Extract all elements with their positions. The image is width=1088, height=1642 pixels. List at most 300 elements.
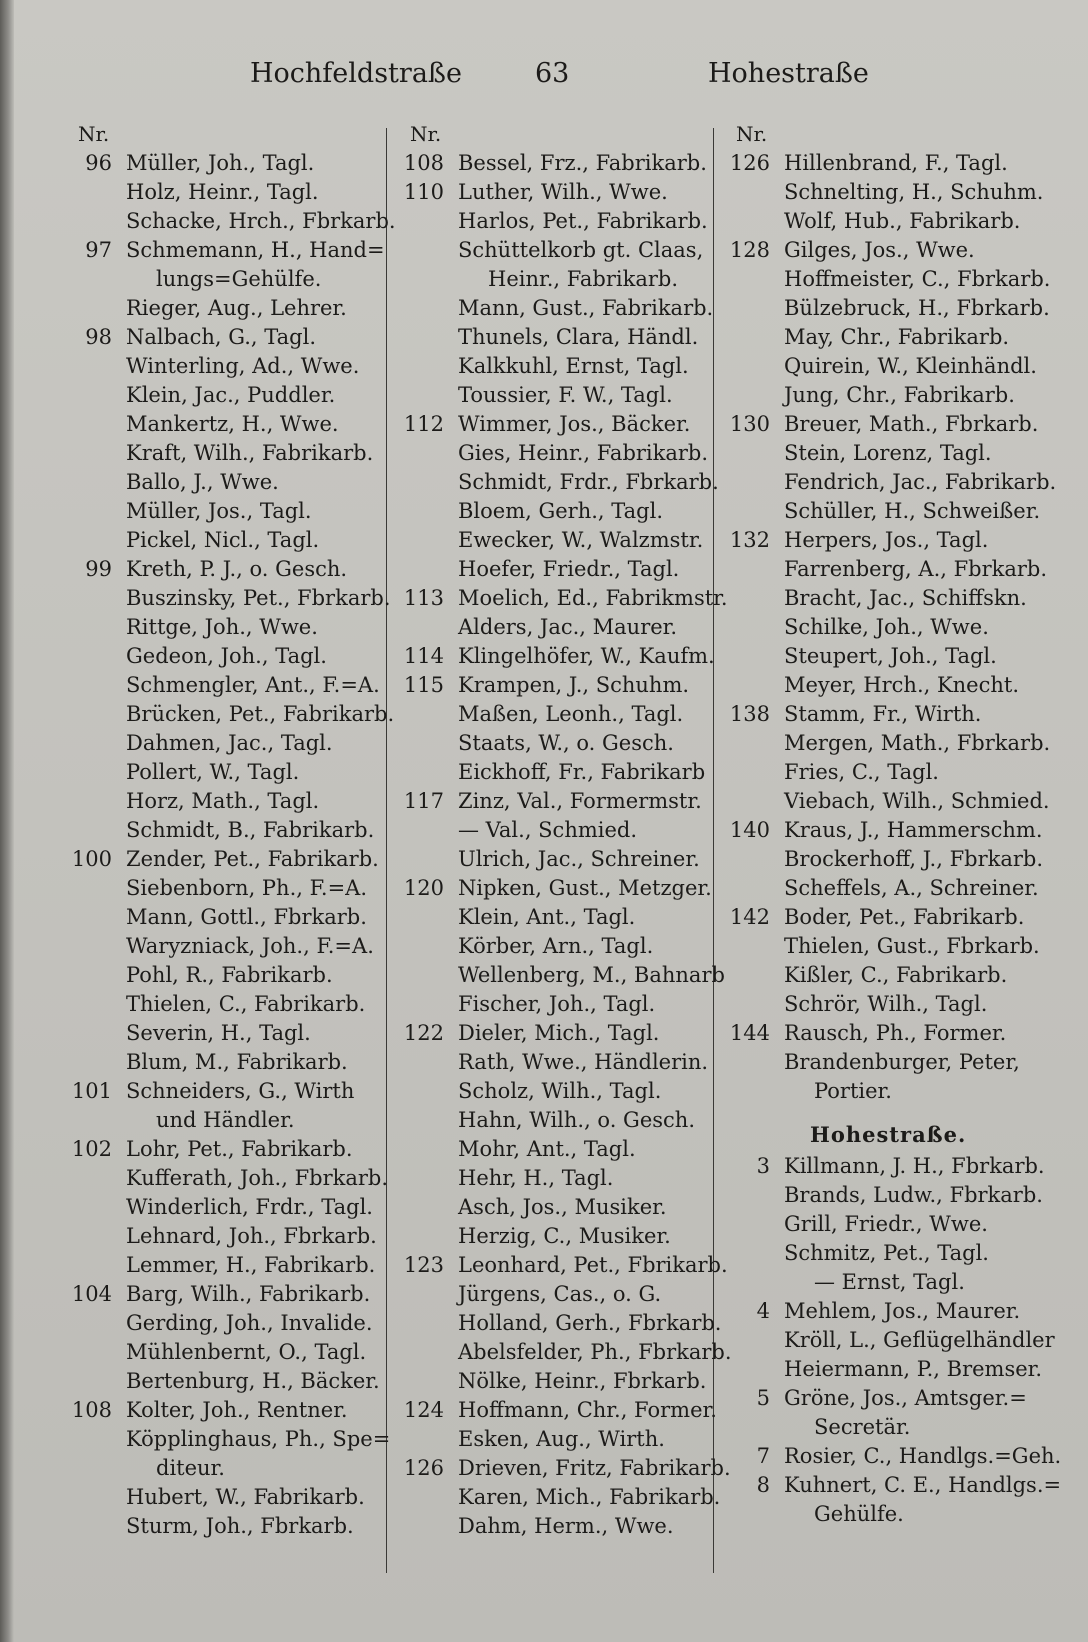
resident-entry: Mergen, Math., Fbrkarb. (784, 731, 1051, 755)
directory-entry (60, 207, 396, 236)
directory-entry (60, 294, 385, 323)
resident-entry: Müller, Joh., Tagl. (126, 151, 315, 175)
resident-entry: Thielen, Gust., Fbrkarb. (784, 934, 1040, 958)
header-left-street: Hochfeldstraße (250, 58, 462, 89)
house-number: 108 (403, 151, 444, 175)
directory-entry (392, 1425, 712, 1454)
directory-entry (392, 555, 712, 584)
directory-entry (392, 1483, 721, 1512)
house-number: 108 (71, 1398, 112, 1422)
resident-entry: Schmitz, Pet., Tagl. (784, 1241, 989, 1265)
resident-entry: Mankertz, H., Wwe. (126, 412, 339, 436)
house-number: 7 (756, 1444, 770, 1468)
resident-entry: Gerding, Joh., Invalide. (126, 1311, 373, 1335)
directory-entry (718, 410, 1038, 439)
resident-entry: Dahm, Herm., Wwe. (458, 1514, 674, 1538)
directory-entry (392, 294, 712, 323)
house-number: 4 (756, 1299, 770, 1323)
resident-entry: Rosier, C., Handlgs.=Geh. (784, 1444, 1062, 1468)
directory-entry (60, 932, 385, 961)
resident-entry: Siebenborn, Ph., F.=A. (126, 876, 368, 900)
directory-entry (718, 497, 1041, 526)
resident-entry: Waryzniack, Joh., F.=A. (126, 934, 374, 958)
house-number: 138 (729, 702, 770, 726)
resident-entry: Mohr, Ant., Tagl. (458, 1137, 636, 1161)
resident-entry: Fries, C., Tagl. (784, 760, 939, 784)
directory-entry (392, 1396, 717, 1425)
resident-entry: Staats, W., o. Gesch. (458, 731, 674, 755)
page-header (0, 58, 1088, 98)
directory-entry (392, 1251, 728, 1280)
directory-entry (718, 758, 1038, 787)
directory-entry (392, 265, 712, 294)
resident-entry: Farrenberg, A., Fbrkarb. (784, 557, 1048, 581)
directory-entry (392, 787, 712, 816)
resident-entry: Scheffels, A., Schreiner. (784, 876, 1039, 900)
column-2 (392, 120, 732, 1541)
directory-entry (60, 1512, 385, 1541)
resident-entry: Herzig, C., Musiker. (458, 1224, 671, 1248)
page-number: 63 (535, 58, 570, 89)
entry-continuation: Secretär. (814, 1415, 911, 1439)
directory-entry (392, 613, 712, 642)
resident-entry: Bloem, Gerh., Tagl. (458, 499, 664, 523)
resident-entry: Zinz, Val., Formermstr. (458, 789, 702, 813)
resident-entry: Hillenbrand, F., Tagl. (784, 151, 1008, 175)
resident-entry: Grill, Friedr., Wwe. (784, 1212, 988, 1236)
directory-entry (392, 1512, 712, 1541)
house-number: 122 (403, 1021, 444, 1045)
resident-entry: Kraus, J., Hammerschm. (784, 818, 1043, 842)
directory-entry (60, 1280, 385, 1309)
directory-entry (392, 1077, 712, 1106)
directory-entry (60, 555, 385, 584)
resident-entry: Kuhnert, C. E., Handlgs.= (784, 1473, 1062, 1497)
directory-entry (718, 526, 1038, 555)
directory-entry (60, 990, 385, 1019)
directory-entry (392, 1019, 712, 1048)
directory-entry (392, 1164, 712, 1193)
resident-entry: Leonhard, Pet., Fbrikarb. (458, 1253, 728, 1277)
directory-entry (718, 1442, 1062, 1471)
resident-entry: Harlos, Pet., Fabrikarb. (458, 209, 708, 233)
directory-entry (60, 1077, 385, 1106)
resident-entry: Bertenburg, H., Bäcker. (126, 1369, 380, 1393)
entry-continuation: Gehülfe. (814, 1502, 904, 1526)
directory-entry (718, 1268, 1038, 1297)
directory-entry (718, 990, 1038, 1019)
resident-entry: Thielen, C., Fabrikarb. (126, 992, 366, 1016)
resident-entry: Breuer, Math., Fbrkarb. (784, 412, 1039, 436)
entry-continuation: lungs=Gehülfe. (156, 267, 322, 291)
directory-entry (60, 410, 385, 439)
house-number: 117 (403, 789, 444, 813)
resident-entry: Dieler, Mich., Tagl. (458, 1021, 660, 1045)
directory-entry (392, 149, 712, 178)
directory-entry (392, 352, 712, 381)
resident-entry: Hoefer, Friedr., Tagl. (458, 557, 680, 581)
resident-entry: Herpers, Jos., Tagl. (784, 528, 989, 552)
directory-entry (60, 671, 385, 700)
directory-entry (718, 468, 1057, 497)
resident-entry: Körber, Arn., Tagl. (458, 934, 654, 958)
directory-entry (60, 1135, 385, 1164)
house-number: 126 (403, 1456, 444, 1480)
resident-entry: Bülzebruck, H., Fbrkarb. (784, 296, 1050, 320)
directory-entry (60, 1309, 385, 1338)
directory-entry (60, 903, 385, 932)
entry-continuation: — Ernst, Tagl. (814, 1270, 965, 1294)
resident-entry: Moelich, Ed., Fabrikmstr. (458, 586, 728, 610)
directory-entry (60, 961, 385, 990)
resident-entry: Schmemann, H., Hand= (126, 238, 385, 262)
resident-entry: Schmengler, Ant., F.=A. (126, 673, 380, 697)
directory-entry (60, 874, 385, 903)
directory-entry (718, 1355, 1043, 1384)
directory-entry (718, 816, 1043, 845)
house-number: 128 (729, 238, 770, 262)
directory-entry (718, 1500, 1038, 1529)
resident-entry: Nalbach, G., Tagl. (126, 325, 316, 349)
house-number: 110 (403, 180, 444, 204)
resident-entry: Meyer, Hrch., Knecht. (784, 673, 1020, 697)
directory-entry (718, 381, 1038, 410)
entry-continuation: diteur. (156, 1456, 225, 1480)
directory-entry (60, 1454, 385, 1483)
directory-entry (392, 990, 712, 1019)
resident-entry: Wolf, Hub., Fabrikarb. (784, 209, 1021, 233)
section-heading-hohestrasse: Hohestraße. (810, 1122, 967, 1147)
directory-entry (392, 758, 712, 787)
directory-entry (60, 526, 385, 555)
resident-entry: Severin, H., Tagl. (126, 1021, 311, 1045)
resident-entry: Gilges, Jos., Wwe. (784, 238, 975, 262)
resident-entry: Mann, Gust., Fabrikarb. (458, 296, 714, 320)
header-right-street: Hohestraße (708, 58, 869, 89)
directory-entry (60, 787, 385, 816)
directory-entry (60, 323, 385, 352)
resident-entry: Killmann, J. H., Fbrkarb. (784, 1154, 1045, 1178)
directory-entry (392, 1309, 722, 1338)
resident-entry: Hehr, H., Tagl. (458, 1166, 614, 1190)
directory-entry (718, 1048, 1038, 1077)
resident-entry: Klein, Jac., Puddler. (126, 383, 336, 407)
resident-entry: Pickel, Nicl., Tagl. (126, 528, 320, 552)
resident-entry: Dahmen, Jac., Tagl. (126, 731, 333, 755)
directory-entry (60, 236, 385, 265)
resident-entry: Pohl, R., Fabrikarb. (126, 963, 333, 987)
directory-entry (60, 1396, 385, 1425)
book-spine-edge (0, 0, 14, 1642)
resident-entry: Heiermann, P., Bremser. (784, 1357, 1043, 1381)
house-number: 115 (403, 673, 444, 697)
directory-entry (60, 1483, 385, 1512)
resident-entry: Schacke, Hrch., Fbrkarb. (126, 209, 396, 233)
directory-entry (718, 1019, 1038, 1048)
resident-entry: Hubert, W., Fabrikarb. (126, 1485, 365, 1509)
house-number: 102 (71, 1137, 112, 1161)
resident-entry: Hoffmeister, C., Fbrkarb. (784, 267, 1051, 291)
directory-entry (60, 729, 385, 758)
resident-entry: Mehlem, Jos., Maurer. (784, 1299, 1021, 1323)
directory-entry (718, 671, 1038, 700)
directory-entry (718, 584, 1038, 613)
resident-entry: Krampen, J., Schuhm. (458, 673, 690, 697)
directory-entry (392, 671, 712, 700)
resident-entry: Stamm, Fr., Wirth. (784, 702, 982, 726)
resident-entry: Lehnard, Joh., Fbrkarb. (126, 1224, 377, 1248)
directory-entry (718, 1210, 1038, 1239)
resident-entry: Wellenberg, M., Bahnarb (458, 963, 725, 987)
nr-column-label: Nr. (410, 122, 442, 146)
directory-entry (392, 1367, 712, 1396)
resident-entry: Rieger, Aug., Lehrer. (126, 296, 347, 320)
resident-entry: Rath, Wwe., Händlerin. (458, 1050, 709, 1074)
directory-entry (60, 642, 385, 671)
directory-entry (718, 1413, 1038, 1442)
directory-entry (60, 613, 385, 642)
house-number: 123 (403, 1253, 444, 1277)
entry-list (718, 1152, 1062, 1529)
directory-entry (60, 265, 385, 294)
house-number: 114 (403, 644, 444, 668)
resident-entry: Holz, Heinr., Tagl. (126, 180, 319, 204)
resident-entry: Pollert, W., Tagl. (126, 760, 300, 784)
house-number: 8 (756, 1473, 770, 1497)
directory-entry (60, 149, 385, 178)
resident-entry: Gröne, Jos., Amtsger.= (784, 1386, 1027, 1410)
directory-entry (718, 700, 1038, 729)
resident-entry: Esken, Aug., Wirth. (458, 1427, 665, 1451)
resident-entry: Kißler, C., Fabrikarb. (784, 963, 1008, 987)
directory-entry (60, 497, 385, 526)
directory-entry (60, 816, 385, 845)
resident-entry: Klingelhöfer, W., Kaufm. (458, 644, 715, 668)
directory-entry (718, 1239, 1038, 1268)
directory-entry (60, 1367, 385, 1396)
resident-entry: Drieven, Fritz, Fabrikarb. (458, 1456, 731, 1480)
directory-entry (392, 1106, 712, 1135)
resident-entry: Müller, Jos., Tagl. (126, 499, 312, 523)
directory-entry (718, 178, 1044, 207)
directory-entry (60, 1425, 391, 1454)
directory-entry (718, 1384, 1038, 1413)
resident-entry: Blum, M., Fabrikarb. (126, 1050, 348, 1074)
directory-entry (718, 729, 1051, 758)
directory-entry (392, 1135, 712, 1164)
resident-entry: Holland, Gerh., Fbrkarb. (458, 1311, 722, 1335)
directory-entry (392, 961, 725, 990)
entry-list (392, 149, 732, 1541)
directory-entry (718, 439, 1038, 468)
resident-entry: Thunels, Clara, Händl. (458, 325, 699, 349)
directory-entry (392, 932, 712, 961)
resident-entry: Rittge, Joh., Wwe. (126, 615, 318, 639)
resident-entry: Lemmer, H., Fabrikarb. (126, 1253, 376, 1277)
directory-entry (392, 1280, 712, 1309)
resident-entry: Mann, Gottl., Fbrkarb. (126, 905, 367, 929)
resident-entry: Schüttelkorb gt. Claas, (458, 238, 704, 262)
house-number: 3 (756, 1154, 770, 1178)
resident-entry: Wimmer, Jos., Bäcker. (458, 412, 691, 436)
resident-entry: Ulrich, Jac., Schreiner. (458, 847, 700, 871)
resident-entry: Brockerhoff, J., Fbrkarb. (784, 847, 1044, 871)
directory-entry (60, 1048, 385, 1077)
resident-entry: Schnelting, H., Schuhm. (784, 180, 1044, 204)
directory-entry (718, 1077, 1038, 1106)
resident-entry: Bessel, Frz., Fabrikarb. (458, 151, 707, 175)
directory-entry (392, 439, 712, 468)
directory-entry (718, 236, 1038, 265)
directory-entry (718, 613, 1038, 642)
resident-entry: Schmidt, B., Fabrikarb. (126, 818, 375, 842)
resident-entry: Karen, Mich., Fabrikarb. (458, 1485, 721, 1509)
house-number: 142 (729, 905, 770, 929)
directory-entry (60, 1164, 389, 1193)
entry-continuation: Portier. (814, 1079, 892, 1103)
resident-entry: Luther, Wilh., Wwe. (458, 180, 668, 204)
directory-entry (60, 758, 385, 787)
resident-entry: Schneiders, G., Wirth (126, 1079, 355, 1103)
house-number: 97 (85, 238, 112, 262)
directory-entry (392, 642, 715, 671)
directory-entry (60, 1251, 385, 1280)
directory-entry (718, 149, 1038, 178)
column-1 (60, 120, 396, 1541)
resident-entry: Schüller, H., Schweißer. (784, 499, 1041, 523)
directory-entry (392, 845, 712, 874)
directory-entry (718, 1297, 1038, 1326)
house-number: 101 (71, 1079, 112, 1103)
directory-entry (718, 874, 1038, 903)
resident-entry: Kröll, L., Geflügelhändler (784, 1328, 1055, 1352)
directory-entry (60, 178, 385, 207)
column-divider-1 (386, 128, 387, 1573)
directory-entry (392, 410, 712, 439)
resident-entry: Winderlich, Frdr., Tagl. (126, 1195, 373, 1219)
nr-column-label: Nr. (78, 122, 110, 146)
directory-entry (60, 1222, 385, 1251)
house-number: 5 (756, 1386, 770, 1410)
directory-entry (60, 1193, 385, 1222)
house-number: 140 (729, 818, 770, 842)
directory-entry (60, 845, 385, 874)
entry-continuation: Heinr., Fabrikarb. (488, 267, 679, 291)
directory-entry (718, 1181, 1043, 1210)
resident-entry: Ewecker, W., Walzmstr. (458, 528, 704, 552)
directory-entry (718, 642, 1038, 671)
resident-entry: Nipken, Gust., Metzger. (458, 876, 712, 900)
resident-entry: Horz, Math., Tagl. (126, 789, 320, 813)
directory-entry (392, 1193, 712, 1222)
house-number: 100 (71, 847, 112, 871)
resident-entry: Schilke, Joh., Wwe. (784, 615, 989, 639)
directory-entry (718, 961, 1038, 990)
resident-entry: Maßen, Leonh., Tagl. (458, 702, 684, 726)
resident-entry: Fendrich, Jac., Fabrikarb. (784, 470, 1057, 494)
resident-entry: Lohr, Pet., Fabrikarb. (126, 1137, 353, 1161)
directory-entry (392, 903, 712, 932)
directory-entry (392, 584, 728, 613)
resident-entry: Klein, Ant., Tagl. (458, 905, 636, 929)
resident-entry: Toussier, F. W., Tagl. (458, 383, 673, 407)
directory-entry (392, 381, 712, 410)
directory-entry (718, 845, 1044, 874)
entry-list (60, 149, 396, 1541)
directory-entry (392, 729, 712, 758)
resident-entry: Bracht, Jac., Schiffskn. (784, 586, 1027, 610)
directory-entry (718, 1152, 1045, 1181)
resident-entry: Zender, Pet., Fabrikarb. (126, 847, 379, 871)
resident-entry: May, Chr., Fabrikarb. (784, 325, 1010, 349)
resident-entry: Winterling, Ad., Wwe. (126, 354, 360, 378)
resident-entry: Rausch, Ph., Former. (784, 1021, 1007, 1045)
house-number: 144 (729, 1021, 770, 1045)
directory-entry (60, 1019, 385, 1048)
directory-entry (60, 584, 391, 613)
resident-entry: Scholz, Wilh., Tagl. (458, 1079, 662, 1103)
resident-entry: Hoffmann, Chr., Former. (458, 1398, 717, 1422)
resident-entry: Ballo, J., Wwe. (126, 470, 279, 494)
resident-entry: Mühlenbernt, O., Tagl. (126, 1340, 367, 1364)
directory-entry (718, 323, 1038, 352)
directory-entry (718, 932, 1038, 961)
directory-entry (718, 1471, 1062, 1500)
house-number: 124 (403, 1398, 444, 1422)
house-number: 104 (71, 1282, 112, 1306)
directory-entry (392, 236, 712, 265)
house-number: 120 (403, 876, 444, 900)
directory-entry (392, 1338, 732, 1367)
resident-entry: Steupert, Joh., Tagl. (784, 644, 997, 668)
directory-entry (718, 294, 1050, 323)
directory-entry (392, 1048, 712, 1077)
resident-entry: Köpplinghaus, Ph., Spe= (126, 1427, 391, 1451)
directory-entry (392, 816, 712, 845)
house-number: 112 (403, 412, 444, 436)
resident-entry: Stein, Lorenz, Tagl. (784, 441, 992, 465)
resident-entry: Jung, Chr., Fabrikarb. (784, 383, 1015, 407)
resident-entry: Schmidt, Frdr., Fbrkarb. (458, 470, 719, 494)
resident-entry: Nölke, Heinr., Fbrkarb. (458, 1369, 707, 1393)
resident-entry: Brands, Ludw., Fbrkarb. (784, 1183, 1043, 1207)
resident-entry: Alders, Jac., Maurer. (458, 615, 678, 639)
directory-entry (392, 178, 712, 207)
house-number: 132 (729, 528, 770, 552)
directory-entry (718, 787, 1050, 816)
resident-entry: Kraft, Wilh., Fabrikarb. (126, 441, 374, 465)
entry-list (718, 149, 1057, 1106)
directory-entry (60, 439, 385, 468)
resident-entry: Gedeon, Joh., Tagl. (126, 644, 327, 668)
resident-entry: Kufferath, Joh., Fbrkarb. (126, 1166, 389, 1190)
directory-entry (718, 555, 1048, 584)
resident-entry: Brücken, Pet., Fabrikarb. (126, 702, 395, 726)
resident-entry: Asch, Jos., Musiker. (458, 1195, 667, 1219)
resident-entry: Hahn, Wilh., o. Gesch. (458, 1108, 695, 1132)
house-number: 126 (729, 151, 770, 175)
directory-entry (60, 1338, 385, 1367)
resident-entry: Kreth, P. J., o. Gesch. (126, 557, 348, 581)
directory-entry (392, 323, 712, 352)
directory-entry (718, 207, 1038, 236)
resident-entry: Gies, Heinr., Fabrikarb. (458, 441, 709, 465)
directory-entry (718, 265, 1051, 294)
house-number: 98 (85, 325, 112, 349)
resident-entry: Schrör, Wilh., Tagl. (784, 992, 988, 1016)
resident-entry: — Val., Schmied. (458, 818, 638, 842)
directory-entry (60, 468, 385, 497)
